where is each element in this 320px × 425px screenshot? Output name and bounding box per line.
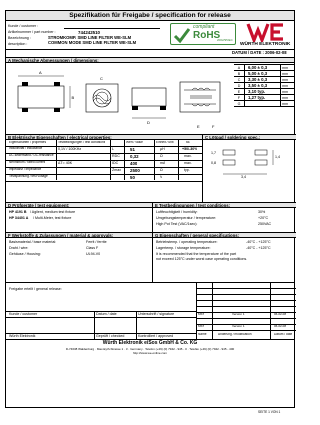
solder-dim-4: 0,8 — [211, 161, 216, 165]
material-label: Basismaterial / base material: — [9, 240, 57, 244]
section-a-header: A Mechanische Abmessungen / dimensions: — [6, 57, 294, 63]
prop-value: 0,32 — [130, 153, 139, 159]
prop-unit: µH — [160, 147, 165, 151]
section-f-header: F Werkstoffe & Zulassungen / material & approvals: — [6, 232, 152, 238]
general-label: Lagertemp. / storage temperature: — [156, 246, 211, 250]
prop-value: 400 — [130, 160, 138, 166]
dim-value: 3,50 ± 0,3 — [248, 82, 268, 88]
col-divider — [110, 140, 111, 180]
company-name: Würth Elektronik eiSos GmbH & Co. KG — [102, 340, 198, 346]
prop-value: 2500 — [130, 167, 140, 173]
rohs-compliant-text: compliant — [193, 24, 215, 30]
col-header: Wert / value — [126, 141, 143, 144]
prop-unit: mA — [160, 161, 166, 165]
description-label: description : — [8, 41, 28, 46]
company-address: D-74638 Waldenburg · Max-Eyth-Strasse 1 · 3 · Germany · Telefon (+49) (0) 7942 - 945 - 0 · Telefax (+49) (0) 7942 - 945 - 400 — [65, 347, 235, 351]
prop-name: Impedanz / impedance — [9, 168, 42, 171]
approved-label: Kontrolliert / approved — [138, 334, 174, 338]
rev-modification: Version 1 — [232, 325, 245, 328]
sig-divider — [94, 317, 95, 339]
date-text: DATUM / DATE : 2006-02-08 — [232, 50, 287, 55]
col-divider — [154, 140, 155, 180]
col-header: Testbedingungen / test conditions — [58, 141, 106, 144]
svg-text:F: F — [212, 124, 215, 129]
prop-name: DC-Widerstand / DC-resistance — [9, 154, 54, 157]
wurth-logo — [240, 22, 294, 48]
customer-sig-label: Kunde / customer — [9, 312, 38, 316]
col-divider — [178, 140, 179, 180]
we-logo-icon — [246, 22, 286, 42]
rev-line — [196, 294, 296, 295]
we-sig-label: Würth Elektronik — [9, 334, 36, 338]
svg-text:C: C — [100, 76, 103, 81]
svg-text:D: D — [147, 120, 150, 125]
sig-divider — [136, 317, 137, 339]
prop-symbol: IDC — [112, 161, 119, 165]
release-line — [6, 317, 196, 318]
prop-symbol: Zmax — [112, 168, 121, 172]
condition-value: 250VAC — [258, 222, 272, 226]
company-website[interactable]: http://www.we-online.com — [132, 351, 167, 355]
rev-date: 06-02-08 — [274, 313, 287, 316]
col-divider — [56, 140, 57, 180]
dim-value: 3,30 ± 0,3 — [248, 76, 268, 82]
prop-tolerance: +50/-30% — [182, 147, 198, 151]
dim-unit: mm — [282, 102, 288, 106]
dim-col-divider — [280, 65, 281, 107]
condition-value: 30% — [258, 210, 266, 214]
col-header: tol. — [186, 141, 191, 144]
bezeichnung-label: Bezeichnung : — [8, 36, 31, 40]
dim-unit: mm — [282, 96, 288, 100]
rohs-text: RoHS — [193, 30, 221, 41]
release-label: Freigabe erteilt / general release: — [9, 287, 62, 291]
equipment-id: HP 4191 B — [9, 210, 27, 214]
solder-dim-1: 3,4 — [241, 175, 246, 179]
general-value: -40°C - +125°C — [246, 246, 271, 250]
solder-dim-2: 1,4 — [275, 155, 280, 159]
electrical-table — [6, 140, 202, 202]
dimensions-table — [234, 64, 294, 108]
material-label: Draht / wire: — [9, 246, 29, 250]
rohs-directive: 2002/95/EC — [217, 38, 233, 42]
page-title: Spezifikation für Freigabe / specification for release — [69, 12, 231, 19]
title-bar — [6, 11, 294, 21]
prop-name: Nennstrom / rated current — [9, 161, 46, 164]
rev-col-divider — [270, 282, 271, 339]
rev-date-header: Datum / date — [274, 333, 293, 336]
section-b-header: B Elektrische Eigenschaften / electrical properties: — [6, 134, 202, 140]
material-value: UL94-V0 — [86, 252, 101, 256]
check-icon — [172, 25, 192, 45]
row-divider — [6, 181, 202, 182]
equipment-desc: / Agilent, medium test fixture — [30, 210, 76, 214]
rev-line — [196, 300, 296, 301]
rev-name-header: Name — [198, 333, 207, 336]
equipment-id: HP 34401 A — [9, 216, 29, 220]
part-number-label: Artikelnummer / part number : — [8, 30, 56, 34]
col-header: Eigenschaften / properties — [9, 141, 47, 144]
svg-text:E: E — [197, 124, 200, 129]
svg-text:A: A — [39, 70, 42, 75]
prop-value: 50 — [130, 174, 135, 180]
solder-pad-area — [202, 140, 296, 202]
rev-line — [196, 330, 296, 331]
prop-tolerance: max. — [184, 161, 192, 165]
dim-unit: mm — [282, 66, 288, 70]
dim-col-divider — [244, 65, 245, 107]
dim-key: G — [237, 102, 241, 106]
svg-text:B: B — [71, 95, 75, 100]
dim-key: C — [237, 78, 241, 82]
dim-value: 3,10 typ. — [248, 88, 266, 94]
rev-name: MST — [198, 313, 205, 316]
part-number: 744242510 — [78, 29, 100, 35]
dim-value: 1,27 typ. — [248, 94, 266, 100]
dim-unit: mm — [282, 78, 288, 82]
customer-label: Kunde / customer : — [8, 24, 39, 28]
prop-tolerance: max. — [184, 154, 192, 158]
solder-dim-3: 1,7 — [211, 151, 216, 155]
section-c-header: C Lötpad / soldering spec.: — [202, 134, 296, 140]
rev-name: MST — [198, 325, 205, 328]
d-e-divider — [152, 208, 153, 232]
description-value: COMMON MODE SMD LINE FILTER WE-SLM — [48, 40, 137, 45]
filter-drawing-icon — [12, 66, 227, 134]
general-value: -40°C - +125°C — [246, 240, 271, 244]
bezeichnung-value: STROMKOMP. SMD LINE FILTER WE-SLM — [48, 34, 132, 40]
rev-col-divider — [212, 282, 213, 339]
prop-symbol: L — [112, 147, 114, 151]
dim-key: B — [237, 72, 241, 76]
dimension-drawings — [12, 66, 227, 134]
section-d-header: D Prüfgeräte / test equipment: — [6, 202, 152, 208]
dim-key: F — [237, 96, 241, 100]
dim-unit: mm — [282, 72, 288, 76]
dim-key: D — [237, 84, 241, 88]
rev-mod-header: Änderung / modification — [218, 333, 252, 336]
general-label: Betriebstemp. / operating temperature: — [156, 240, 218, 244]
prop-unit: V — [160, 175, 163, 179]
rohs-logo — [170, 23, 236, 45]
dim-unit: mm — [282, 84, 288, 88]
date-sig-label: Datum / date — [96, 312, 117, 316]
col-header: Einheit / unit — [156, 141, 174, 144]
dim-key: A — [237, 66, 241, 70]
section-e-header: E Testbedingungen / test conditions: — [152, 202, 296, 208]
dim-unit: mm — [282, 90, 288, 94]
col-divider — [124, 140, 125, 180]
general-note: not exceed 125°C under worst case operating conditions. — [156, 257, 248, 261]
prop-condition: 0,1V / 100KHz — [58, 147, 82, 151]
page-number: SEITE 1 VON 1 — [258, 410, 281, 414]
general-note: It is recommended that the temperature of the part — [156, 252, 237, 256]
dim-key: E — [237, 90, 241, 94]
rev-line — [196, 306, 296, 307]
prop-unit: Ω — [160, 154, 163, 158]
rev-modification: Version 1 — [232, 313, 245, 316]
condition-label: Luftfeuchtigkeit / humidity: — [156, 210, 198, 214]
revision-table — [196, 282, 296, 339]
condition-label: Umgebungstemperatur / temperature: — [156, 216, 217, 220]
prop-name: Testspannung / test voltage — [9, 175, 48, 178]
solder-pad-icon — [203, 140, 297, 202]
condition-label: High Pot Test (VAC/1sec): — [156, 222, 198, 226]
checked-label: Geprüft / checked — [96, 334, 125, 338]
wurth-name: WÜRTH ELEKTRONIK — [240, 42, 291, 47]
equipment-desc: / Multi-Meter, test fixture — [33, 216, 72, 220]
prop-name: Induktivität / inductance — [9, 147, 43, 150]
material-value: Class F — [86, 246, 99, 250]
dim-value: 5,00 ± 0,3 — [248, 70, 268, 76]
prop-unit: Ω — [160, 168, 163, 172]
prop-value: 51 — [130, 146, 135, 152]
rev-line — [196, 288, 296, 289]
rev-date: 06-02-08 — [274, 325, 287, 328]
material-label: Gehäuse / Housing: — [9, 252, 41, 256]
f-g-divider — [152, 238, 153, 282]
prop-symbol: RDC — [112, 154, 120, 158]
rev-line — [196, 318, 296, 319]
section-g-header: G Eigenschaften / general specifications: — [152, 232, 296, 238]
dimension-row — [234, 101, 294, 107]
dim-value: 6,00 ± 0,3 — [248, 64, 268, 70]
prop-condition: ΔT= 40K — [58, 161, 73, 165]
material-value: Ferrit / ferrite — [86, 240, 107, 244]
prop-tolerance: typ. — [184, 168, 190, 172]
sheet-frame — [5, 10, 295, 408]
signature-label: Unterschrift / signature — [138, 312, 175, 316]
condition-value: +20°C — [258, 216, 269, 220]
